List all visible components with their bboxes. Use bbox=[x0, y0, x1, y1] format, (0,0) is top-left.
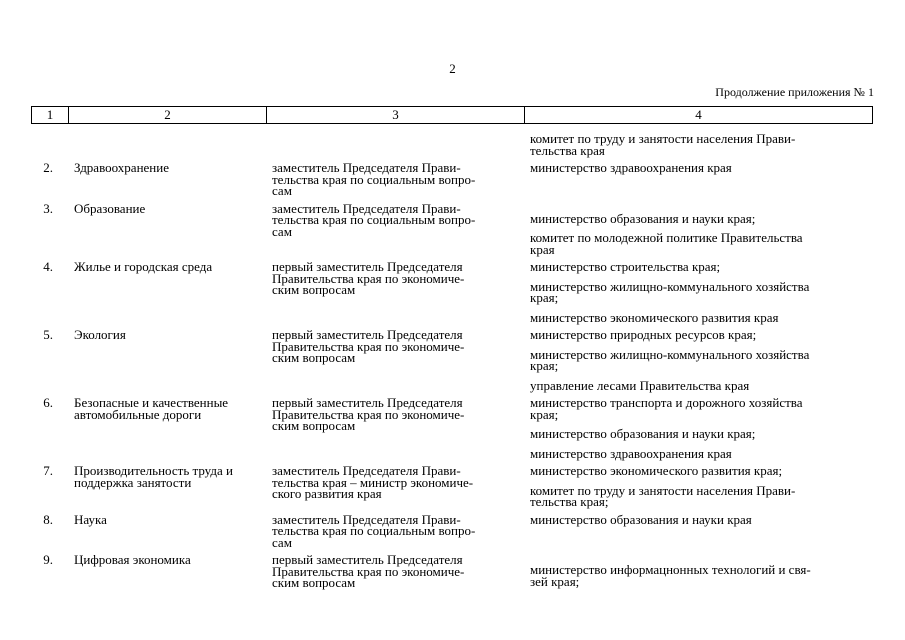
curator: заместитель Председателя Прави- тельства края по социальным вопро- сам bbox=[272, 200, 476, 239]
agency-item: министерство экономического развития края bbox=[530, 309, 779, 325]
curator: первый заместитель Председателя Правительства края по экономиче- ским вопросам bbox=[272, 395, 465, 433]
agency-item: комитет по молодежной политике Правительства края bbox=[530, 230, 803, 257]
responsible-agencies bbox=[524, 261, 873, 323]
responsible-agencies bbox=[524, 162, 873, 197]
agency-item: министерство здравоохранения края bbox=[530, 445, 732, 461]
row-number: 7. bbox=[43, 463, 53, 478]
project-name: Образование bbox=[74, 200, 146, 216]
project-name: Производительность труда и поддержка занятости bbox=[74, 463, 233, 490]
continuation-label: Продолжение приложения № 1 bbox=[715, 85, 874, 99]
table-row bbox=[31, 465, 873, 508]
table-row bbox=[31, 329, 873, 391]
header-cell-2: 2 bbox=[69, 107, 267, 123]
header-cell-3: 3 bbox=[267, 107, 525, 123]
project-name: Безопасные и качественные автомобильные дороги bbox=[74, 395, 229, 422]
agency-item: министерство образования и науки края; bbox=[530, 210, 756, 226]
curator bbox=[266, 133, 524, 156]
table-row bbox=[31, 261, 873, 323]
responsible-agencies bbox=[524, 397, 873, 459]
agency-item: министерство образования и науки края bbox=[530, 511, 752, 527]
header-cell-1: 1 bbox=[32, 107, 69, 123]
curator: заместитель Председателя Прави- тельства края по социальным вопро- сам bbox=[272, 160, 476, 198]
project-name: Здравоохранение bbox=[74, 160, 169, 175]
responsible-agencies bbox=[524, 203, 873, 256]
agency-item: комитет по труду и занятости населения Прави- тельства края bbox=[530, 131, 796, 158]
row-number: 6. bbox=[43, 395, 53, 410]
responsible-agencies bbox=[524, 554, 873, 589]
table-row bbox=[31, 511, 873, 550]
agency-item: управление лесами Правительства края bbox=[530, 377, 750, 393]
page-number: 2 bbox=[449, 61, 456, 76]
table-row bbox=[31, 162, 873, 197]
curator: первый заместитель Председателя Правительства края по экономиче- ским вопросам bbox=[272, 552, 465, 590]
project-name: Наука bbox=[74, 511, 107, 527]
agency-item: министерство образования и науки края; bbox=[530, 426, 756, 441]
agency-item: министерство природных ресурсов края; bbox=[530, 327, 757, 342]
row-number: 3. bbox=[43, 200, 53, 216]
table-row bbox=[31, 554, 873, 589]
agency-item: министерство строительства края; bbox=[530, 259, 721, 274]
table-header bbox=[31, 106, 873, 124]
project-name bbox=[68, 133, 266, 156]
agency-item: министерство жилищно-коммунального хозяйства края; bbox=[530, 278, 810, 305]
agency-item: министерство информацнонных технологий и свя- зей края; bbox=[530, 562, 811, 589]
row-number: 4. bbox=[43, 259, 53, 274]
row-number: 2. bbox=[43, 160, 53, 175]
curator: заместитель Председателя Прави- тельства края по социальным вопро- сам bbox=[272, 511, 476, 550]
responsible-agencies bbox=[524, 465, 873, 508]
project-name: Цифровая экономика bbox=[74, 552, 191, 567]
table-row bbox=[31, 397, 873, 459]
row-number: 8. bbox=[43, 511, 53, 527]
curator: заместитель Председателя Прави- тельства края – министр экономиче- ского развития края bbox=[272, 463, 474, 501]
project-name: Жилье и городская среда bbox=[74, 259, 213, 274]
responsible-agencies bbox=[524, 329, 873, 391]
table-row bbox=[31, 200, 873, 257]
project-name: Экология bbox=[74, 327, 126, 342]
row-number bbox=[31, 133, 68, 156]
agency-item: министерство транспорта и дорожного хозяйства края; bbox=[530, 395, 803, 422]
row-number: 9. bbox=[43, 552, 53, 567]
table-body bbox=[31, 133, 873, 595]
agency-item: министерство экономического развития края; bbox=[530, 463, 783, 478]
agency-item: комитет по труду и занятости населения Прави- тельства края; bbox=[530, 482, 796, 509]
table-row bbox=[31, 133, 873, 156]
responsible-agencies bbox=[524, 133, 873, 156]
curator: первый заместитель Председателя Правительства края по экономиче- ским вопросам bbox=[272, 327, 465, 365]
agency-item: министерство здравоохранения края bbox=[530, 160, 732, 175]
responsible-agencies bbox=[524, 511, 873, 549]
row-number: 5. bbox=[43, 327, 53, 342]
header-cell-4: 4 bbox=[695, 107, 702, 122]
curator: первый заместитель Председателя Правительства края по экономиче- ским вопросам bbox=[272, 259, 465, 297]
agency-item: министерство жилищно-коммунального хозяйства края; bbox=[530, 346, 810, 373]
